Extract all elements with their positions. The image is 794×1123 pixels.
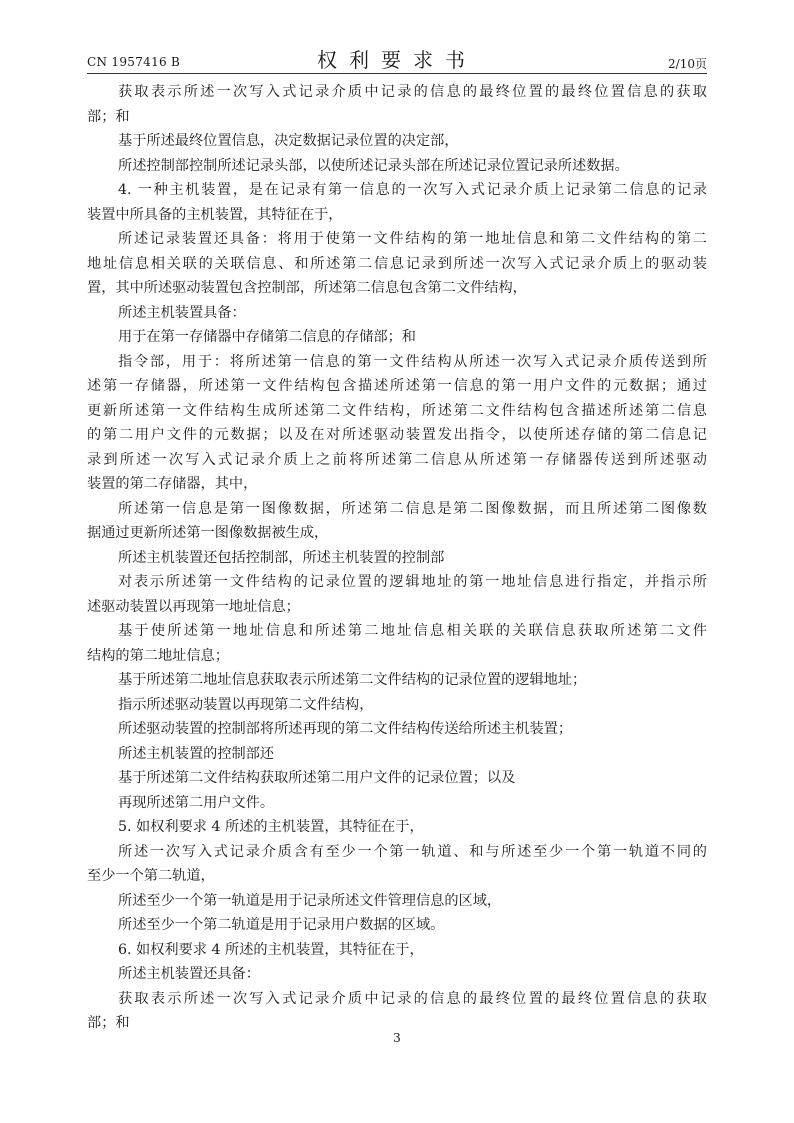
text-line: 所述主机装置还具备： <box>118 966 260 982</box>
text-line: 所述主机装置具备： <box>118 304 246 321</box>
patent-number: CN 1957416 B <box>87 55 181 69</box>
text-line: 部；和 <box>87 108 130 125</box>
text-line: 基于所述最终位置信息，决定数据记录位置的决定部， <box>118 133 459 149</box>
text-line: 装置的第二存储器，其中， <box>87 476 258 492</box>
text-line: 部；和 <box>87 1015 130 1031</box>
text-line: 据通过更新所述第一图像数据被生成， <box>87 525 329 541</box>
text-line: 所述控制部控制所述记录头部，以使所述记录头部在所述记录位置记录所述数据。 <box>118 157 629 174</box>
header-rule <box>87 73 707 74</box>
text-line: 录到所述一次写入式记录介质上之前将所述第二信息从所述第一存储器传送到所述驱动 <box>87 451 707 468</box>
text-line: 所述驱动装置的控制部将所述再现的第二文件结构传送给所述主机装置； <box>118 721 573 737</box>
text-line: 置，其中所述驱动装置包含控制部，所述第二信息包含第二文件结构， <box>87 280 527 296</box>
text-line: 基于所述第二文件结构获取所述第二用户文件的记录位置；以及 <box>118 770 516 786</box>
text-line: 地址信息相关联的关联信息、和所述第二信息记录到所述一次写入式记录介质上的驱动装 <box>87 255 707 272</box>
text-line: 所述第一信息是第一图像数据，所述第二信息是第二图像数据，而且所述第二图像数 <box>118 500 707 517</box>
text-line: 所述至少一个第二轨道是用于记录用户数据的区域。 <box>118 917 445 933</box>
text-line: 5. 如权利要求 4 所述的主机装置，其特征在于， <box>118 819 424 835</box>
text-line: 指令部，用于：将所述第一信息的第一文件结构从所述一次写入式记录介质传送到所 <box>118 353 707 370</box>
text-line: 指示所述驱动装置以再现第二文件结构， <box>118 696 374 713</box>
text-line: 更新所述第一文件结构生成所述第二文件结构，所述第二文件结构包含描述所述第二信息 <box>87 402 707 419</box>
text-line: 用于在第一存储器中存储第二信息的存储部；和 <box>118 329 416 345</box>
text-line: 所述一次写入式记录介质含有至少一个第一轨道、和与所述至少一个第一轨道不同的 <box>118 843 707 860</box>
page-indicator: 2/10页 <box>668 57 707 71</box>
text-line: 所述主机装置的控制部还 <box>118 745 275 762</box>
text-line: 4. 一种主机装置，是在记录有第一信息的一次写入式记录介质上记录第二信息的记录 <box>118 182 707 198</box>
text-line: 基于使所述第一地址信息和所述第二地址信息相关联的关联信息获取所述第二文件 <box>118 623 707 639</box>
text-line: 获取表示所述一次写入式记录介质中记录的信息的最终位置的最终位置信息的获取 <box>118 84 707 100</box>
text-line: 所述至少一个第一轨道是用于记录所述文件管理信息的区域， <box>118 892 502 909</box>
text-line: 述第一存储器，所述第一文件结构包含描述所述第一信息的第一用户文件的元数据；通过 <box>87 378 707 394</box>
text-line: 所述记录装置还具备：将用于使第一文件结构的第一地址信息和第二文件结构的第二 <box>118 231 707 247</box>
text-line: 结构的第二地址信息； <box>87 647 229 664</box>
document-title: 权利要求书 <box>317 48 477 72</box>
page-header <box>87 44 707 74</box>
text-line: 述驱动装置以再现第一地址信息； <box>87 598 300 615</box>
text-line: 的第二用户文件的元数据；以及在对所述驱动装置发出指令，以使所述存储的第二信息记 <box>87 427 707 443</box>
text-line: 所述主机装置还包括控制部，所述主机装置的控制部 <box>118 549 445 566</box>
text-line: 至少一个第二轨道， <box>87 868 215 884</box>
text-line: 6. 如权利要求 4 所述的主机装置，其特征在于， <box>118 941 424 958</box>
claims-body <box>87 80 707 1036</box>
text-line: 装置中所具备的主机装置，其特征在于， <box>87 206 343 223</box>
text-line: 再现所述第二用户文件。 <box>118 794 275 811</box>
text-line: 获取表示所述一次写入式记录介质中记录的信息的最终位置的最终位置信息的获取 <box>118 990 707 1007</box>
text-line: 对表示所述第一文件结构的记录位置的逻辑地址的第一地址信息进行指定，并指示所 <box>118 574 707 590</box>
page-number: 3 <box>393 1031 401 1045</box>
text-line: 基于所述第二地址信息获取表示所述第二文件结构的记录位置的逻辑地址； <box>118 672 587 688</box>
